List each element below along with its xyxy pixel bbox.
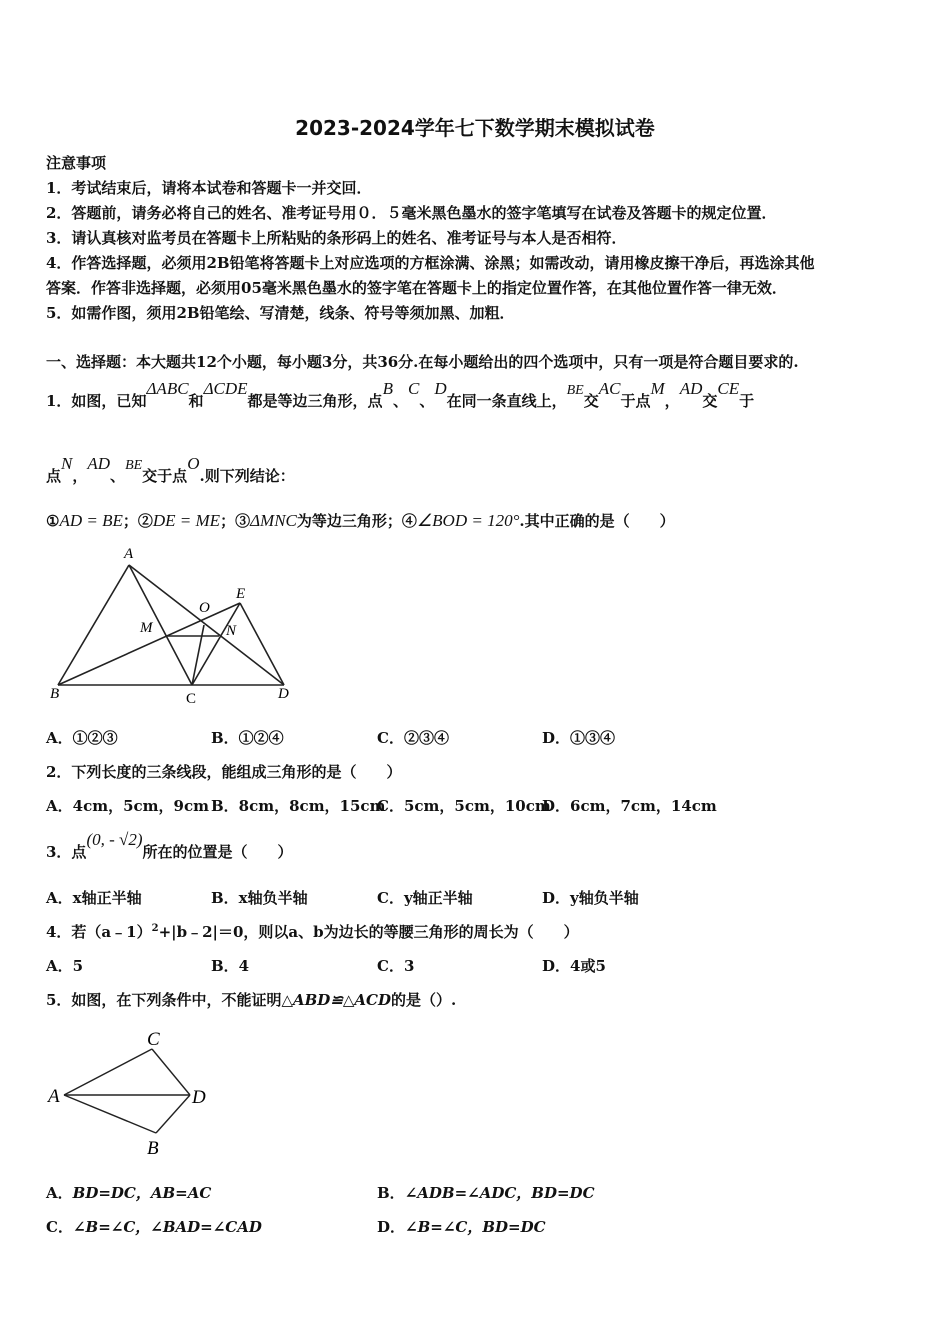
q2-option-c[interactable]: C．5cm，5cm，10cm [377, 797, 551, 815]
label-d: D [278, 686, 289, 702]
q1-text: 于点 [620, 392, 651, 410]
q1-text: 、 [419, 392, 435, 410]
q1-text: 交 [702, 392, 718, 410]
q1-text: ， [72, 467, 88, 485]
q1-text: 、 [110, 467, 126, 485]
notice-item: 答案．作答非选择题，必须用05毫米黑色墨水的签字笔在答题卡上的指定位置作答，在其他位置作答一律无效． [46, 279, 787, 297]
q1-math: BE [125, 458, 143, 473]
q1-math: BE [566, 383, 584, 398]
q5-math: △ABD≌△ACD [281, 991, 392, 1009]
q1-text: 1．如图，已知 [46, 392, 147, 410]
notice-item: 3．请认真核对监考员在答题卡上所粘贴的条形码上的姓名、准考证号与本人是否相符． [46, 229, 627, 247]
q3-math: (0, - √2) [86, 830, 143, 849]
q1-math: B [382, 379, 393, 398]
option-label: C． [46, 1218, 73, 1236]
q1-line1 [46, 379, 755, 411]
segment-ed [240, 603, 284, 685]
q1-math: AD [679, 379, 703, 398]
segment-ac [64, 1049, 152, 1095]
label-o: O [199, 600, 210, 616]
q5-figure [44, 1025, 224, 1165]
notice-item: 4．作答选择题，必须用2B铅笔将答题卡上对应选项的方框涂满、涂黑；如需改动，请用橡皮擦干净后，再选涂其他 [46, 254, 815, 272]
q4-option-d[interactable]: D．4或5 [542, 957, 606, 975]
label-c: C [147, 1029, 160, 1050]
q1-math: DE = ME [152, 511, 221, 530]
option-label: A． [46, 1184, 73, 1202]
q1-math: N [61, 454, 73, 473]
label-a: A [48, 1086, 60, 1107]
q1-text: .则下列结论： [199, 467, 295, 485]
q1-text: 和 [188, 392, 204, 410]
q1-text: ① [46, 512, 60, 530]
q1-text: ， [664, 392, 680, 410]
q4-text: +|b﹣2|＝0，则以a、b为边长的等腰三角形的周长为（ ） [158, 923, 579, 941]
segment-ab [58, 565, 129, 685]
q1-text: 于 [739, 392, 755, 410]
notice-item: 5．如需作图，须用2B铅笔绘、写清楚，线条、符号等须加黑、加粗． [46, 304, 515, 322]
q1-line2 [46, 454, 295, 486]
q1-option-d[interactable]: D．①③④ [542, 729, 616, 747]
q1-math: ΔMNC [250, 511, 297, 530]
q3-stem [46, 830, 293, 862]
notice-heading: 注意事项 [46, 154, 107, 172]
option-text: ∠B=∠C，∠BAD=∠CAD [72, 1218, 262, 1236]
q5-option-a[interactable] [46, 1182, 211, 1203]
q1-text: 交 [583, 392, 599, 410]
q4-exponent: 2 [151, 923, 159, 934]
q3-option-a[interactable]: A．x轴正半轴 [46, 889, 142, 907]
q1-math: AD [87, 454, 111, 473]
label-d: D [192, 1087, 206, 1108]
q5-text: 5．如图，在下列条件中，不能证明 [46, 991, 282, 1009]
q1-text: ；③ [220, 512, 251, 530]
q1-text: ；② [122, 512, 153, 530]
page-title: 2023-2024学年七下数学期末模拟试卷 [295, 116, 655, 140]
segment-ab [64, 1095, 156, 1133]
q3-option-d[interactable]: D．y轴负半轴 [542, 889, 639, 907]
q1-math: C [407, 379, 420, 398]
label-e: E [236, 586, 246, 602]
q4-option-c[interactable]: C．3 [377, 957, 415, 975]
q1-math: ΔCDE [203, 379, 248, 398]
q1-math: O [187, 454, 200, 473]
q2-option-d[interactable]: D．6cm，7cm，14cm [542, 797, 717, 815]
q1-option-b[interactable]: B．①②④ [211, 729, 284, 747]
q3-text: 3．点 [46, 843, 87, 861]
q4-option-a[interactable]: A．5 [46, 957, 84, 975]
notice-item: 1．考试结束后，请将本试卷和答题卡一并交回． [46, 179, 372, 197]
option-label: D． [377, 1218, 406, 1236]
segment-ac [129, 565, 192, 685]
option-text: ∠B=∠C，BD=DC [405, 1218, 546, 1236]
q1-statements [46, 510, 675, 531]
q1-option-a[interactable]: A．①②③ [46, 729, 118, 747]
q1-math: AD = BE [59, 511, 123, 530]
q3-option-c[interactable]: C．y轴正半轴 [377, 889, 473, 907]
label-c: C [186, 691, 197, 707]
q1-text: 交于点 [142, 467, 188, 485]
label-m: M [140, 620, 153, 636]
q1-math: CE [717, 379, 740, 398]
label-a: A [124, 546, 134, 562]
q2-option-b[interactable]: B．8cm，8cm，15cm [211, 797, 386, 815]
q1-option-c[interactable]: C．②③④ [377, 729, 449, 747]
q1-text: 点 [46, 467, 62, 485]
q1-text: 为等边三角形；④ [296, 512, 417, 530]
q1-text: 、 [392, 392, 408, 410]
segment-be [58, 603, 240, 685]
q1-figure [44, 540, 304, 710]
q2-option-a[interactable]: A．4cm，5cm，9cm [46, 797, 209, 815]
q5-stem [46, 989, 456, 1010]
q2-stem: 2．下列长度的三条线段，能组成三角形的是（ ） [46, 763, 402, 781]
q1-math: D [434, 379, 447, 398]
q1-text: 都是等边三角形，点 [247, 392, 383, 410]
segment-cd [152, 1049, 190, 1095]
option-text: BD=DC，AB=AC [72, 1184, 212, 1202]
segment-bd [156, 1095, 190, 1133]
q1-math: AC [598, 379, 621, 398]
q5-text: 的是（）. [391, 991, 457, 1009]
q3-text: 所在的位置是（ ） [142, 843, 293, 861]
q3-option-b[interactable]: B．x轴负半轴 [211, 889, 308, 907]
label-b: B [147, 1138, 159, 1159]
q1-text: 在同一条直线上， [446, 392, 567, 410]
q1-math: ΔABC [146, 379, 189, 398]
q4-stem [46, 921, 579, 942]
option-label: B． [377, 1184, 405, 1202]
notice-item: 2．答题前，请务必将自己的姓名、准考证号用０．５毫米黑色墨水的签字笔填写在试卷及答题卡的规定位置． [46, 204, 777, 222]
q4-text: 4．若（a﹣1） [46, 923, 152, 941]
q5-option-c[interactable] [46, 1216, 262, 1237]
q1-math: M [650, 379, 665, 398]
label-b: B [50, 686, 60, 702]
q4-option-b[interactable]: B．4 [211, 957, 250, 975]
q1-math: ∠BOD = 120° [416, 511, 520, 530]
q5-option-d[interactable] [377, 1216, 546, 1237]
option-text: ∠ADB=∠ADC，BD=DC [404, 1184, 595, 1202]
label-n: N [226, 623, 237, 639]
section-heading: 一、选择题：本大题共12个小题，每小题3分，共36分.在每小题给出的四个选项中，只有一项是符合题目要求的. [46, 353, 799, 371]
q5-option-b[interactable] [377, 1182, 595, 1203]
q1-text: .其中正确的是（ ） [519, 512, 675, 530]
